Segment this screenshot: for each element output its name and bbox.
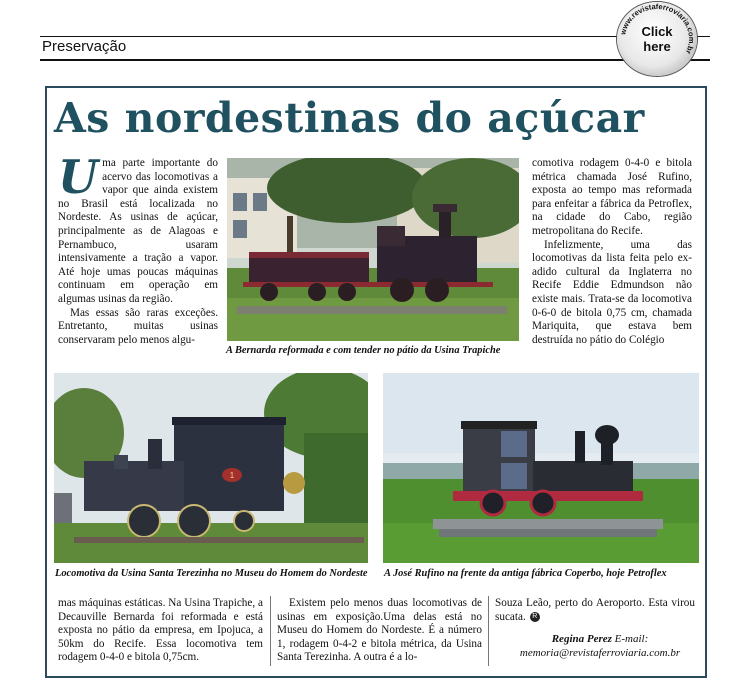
photo-bernarda bbox=[227, 158, 519, 341]
header-rule-bottom bbox=[40, 59, 710, 61]
photo-jose-rufino-image bbox=[383, 373, 699, 563]
end-mark-icon: R bbox=[530, 612, 540, 622]
bottom-column-1 bbox=[58, 597, 263, 665]
author-email[interactable]: memoria@revistaferroviaria.com.br bbox=[519, 647, 681, 659]
column-divider-1 bbox=[270, 596, 271, 666]
article-column-1 bbox=[58, 150, 218, 347]
col3-paragraph-1: comotiva rodagem 0-4-0 e bitola métrica chamada José Rufino, exposta ao tempo mas reformada para enfeitar a fábrica da Petroflex, na cidade do Cabo, região metropolitana do Recife. bbox=[532, 157, 692, 237]
badge-line2: here bbox=[643, 39, 671, 54]
col1-paragraph-1: ma parte importante do acervo das locomotivas a vapor que ainda existem no Brasil está localizada no Nordeste. As usinas de açúcar, principalmente as de Alagoas e Pernambuco, usaram intensivamente a tração a vapor. Até hoje umas poucas máquinas continuam em operação em algumas usinas da região. bbox=[58, 157, 218, 305]
email-label: E-mail: bbox=[614, 633, 649, 645]
photo-bernarda-image bbox=[227, 158, 519, 341]
col3-paragraph-2: Infelizmente, uma das locomotivas da lista feita pelo ex-adido cultural da Inglaterra no Recife Eddie Edmundson não existe mais. Trata-se da locomotiva 0-6-0 de bitola 0,75 cm, chamada Mariquita, que estava bem destruída no pátio do Colégio bbox=[532, 238, 692, 346]
photo-santa-terezinha bbox=[54, 373, 368, 563]
badge-line1: Click bbox=[641, 24, 673, 39]
photo-santa-terezinha-image bbox=[54, 373, 368, 563]
photo-jose-rufino-caption: A José Rufino na frente da antiga fábrica Coperbo, hoje Petroflex bbox=[384, 568, 667, 579]
article-column-3 bbox=[532, 157, 692, 347]
bottom-col1-text: mas máquinas estáticas. Na Usina Trapiche, a Decauville Bernarda foi reformada e está exposta no pátio da empresa, em Ipojuca, a 50km do Recife. Essa locomotiva tem rodagem 0-4-0 e bitola 0,75cm. bbox=[58, 597, 263, 664]
article-title: As nordestinas do açúcar bbox=[54, 94, 645, 142]
column-divider-2 bbox=[488, 596, 489, 666]
header-rule-top bbox=[40, 36, 710, 37]
bottom-col3-text: Souza Leão, perto do Aeroporto. Esta virou sucata. bbox=[495, 597, 695, 623]
svg-text:www.revistaferroviaria.com.br: www.revistaferroviaria.com.br bbox=[618, 2, 697, 56]
click-here-badge[interactable] bbox=[617, 2, 697, 76]
signature bbox=[500, 632, 700, 660]
bottom-column-2 bbox=[277, 597, 482, 665]
svg-text:1: 1 bbox=[229, 471, 235, 480]
badge-label bbox=[617, 24, 697, 54]
section-label: Preservação bbox=[42, 38, 127, 55]
drop-cap: U bbox=[58, 150, 99, 204]
photo-jose-rufino bbox=[383, 373, 699, 563]
col1-paragraph-2: Mas essas são raras exceções. Entretanto, muitas usinas conservaram pelo menos algu- bbox=[58, 306, 218, 346]
bottom-col2-text: Existem pelo menos duas locomotivas de usinas em exposição.Uma delas está no Museu do Homem do Nordeste. É a número 1, rodagem 0-4-2 e bitola métrica, da Usina Santa Terezinha. A outra é a lo- bbox=[277, 597, 482, 664]
author-name: Regina Perez bbox=[551, 633, 612, 645]
bottom-column-3 bbox=[495, 597, 695, 624]
photo-bernarda-caption: A Bernarda reformada e com tender no pátio da Usina Trapiche bbox=[226, 345, 501, 356]
photo-santa-terezinha-caption: Locomotiva da Usina Santa Terezinha no Museu do Homem do Nordeste bbox=[55, 568, 368, 579]
